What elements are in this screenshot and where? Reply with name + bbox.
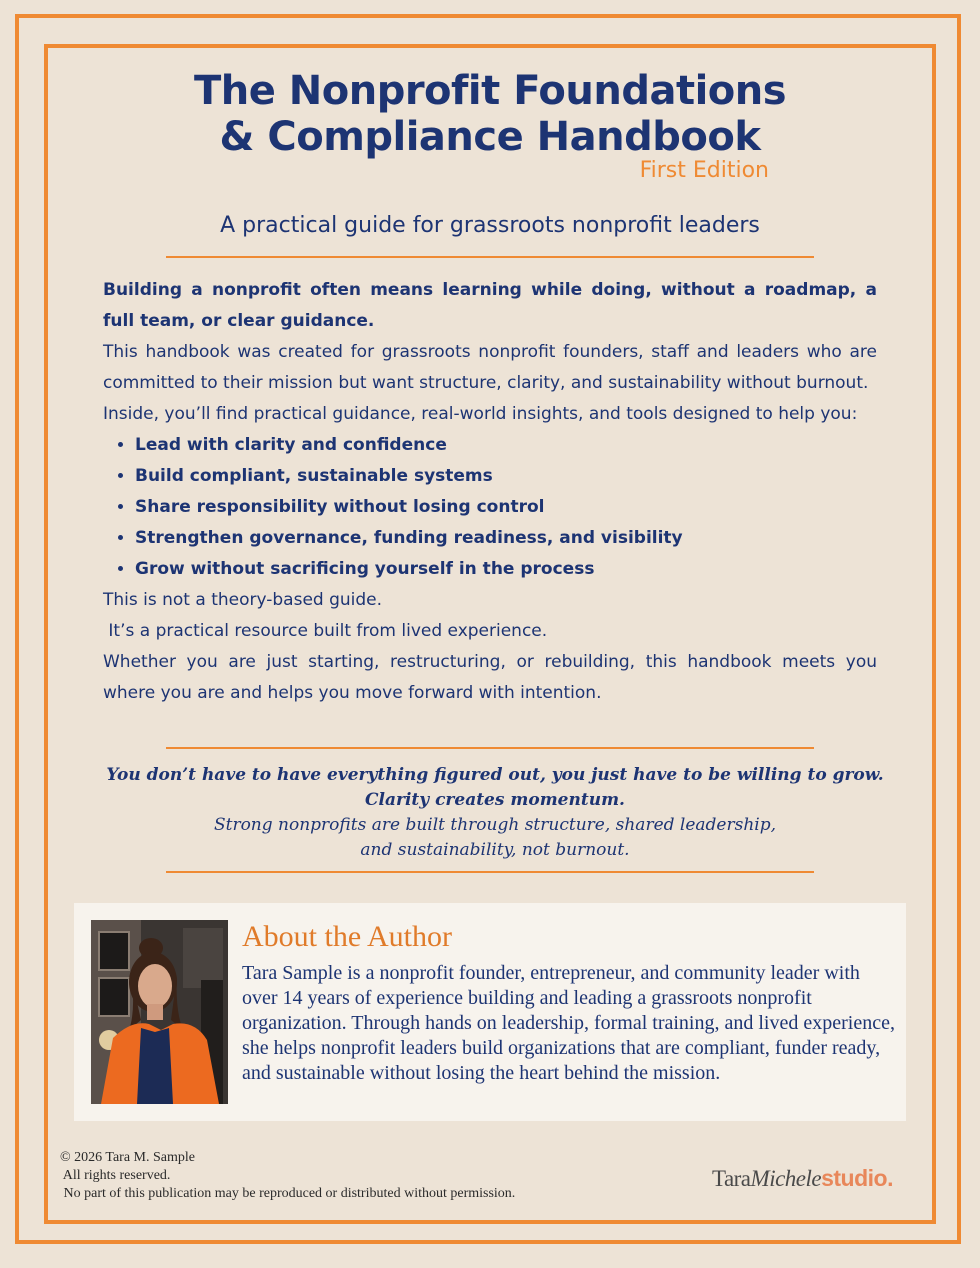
- studio-logo: [712, 1165, 893, 1192]
- title-line-1: The Nonprofit Foundations: [193, 68, 787, 114]
- divider-top: [166, 256, 814, 258]
- divider-middle: [166, 747, 814, 749]
- list-item: • Build compliant, sustainable systems: [135, 461, 877, 492]
- copyright-notice: [60, 1149, 515, 1203]
- benefit-list: [103, 430, 877, 585]
- list-item: • Strengthen governance, funding readiness, and visibility: [135, 523, 877, 554]
- intro-paragraph-1: This handbook was created for grassroots nonprofit founders, staff and leaders who are committed to their mission but want structure, clarity, and sustainability without burnout.: [103, 342, 877, 393]
- title-line-2: & Compliance Handbook: [219, 114, 761, 160]
- intro-paragraph-2: Inside, you’ll find practical guidance, real-world insights, and tools designed to help you:: [103, 404, 858, 424]
- list-item: • Lead with clarity and confidence: [135, 430, 877, 461]
- logo-michele: Michele: [750, 1166, 822, 1191]
- closing-line-2: It’s a practical resource built from lived experience.: [103, 621, 548, 641]
- about-author-heading: About the Author: [242, 920, 452, 953]
- about-author-card: [74, 903, 906, 1121]
- closing-line-3: Whether you are just starting, restructuring, or rebuilding, this handbook meets you where you are and helps you move forward with intention.: [103, 652, 877, 703]
- author-photo: [91, 920, 228, 1104]
- quote-line-2b: and sustainability, not burnout.: [360, 840, 630, 860]
- intro-section: [103, 275, 877, 709]
- quote-line-1: You don’t have to have everything figured out, you just have to be willing to grow. Clarity creates momentum.: [106, 765, 884, 810]
- author-bio: Tara Sample is a nonprofit founder, entrepreneur, and community leader with over 14 years of experience building and leading a grassroots nonprofit organization. Through hands on leadership, formal training, and lived experience, she helps nonprofit leaders build organizations that are compliant, funder ready, and sustainable without losing the heart behind the mission.: [242, 962, 895, 1084]
- rights-line: All rights reserved.: [60, 1168, 171, 1183]
- copyright-line: © 2026 Tara M. Sample: [60, 1150, 195, 1165]
- subtitle: A practical guide for grassroots nonprofit leaders: [220, 213, 760, 238]
- author-portrait-image: [91, 920, 228, 1104]
- list-item: • Grow without sacrificing yourself in the process: [135, 554, 877, 585]
- pull-quote: [80, 763, 910, 863]
- closing-line-1: This is not a theory-based guide.: [103, 590, 383, 610]
- edition-label: First Edition: [639, 158, 769, 183]
- logo-studio: studio.: [821, 1165, 893, 1191]
- reproduction-notice: No part of this publication may be reproduced or distributed without permission.: [60, 1186, 516, 1201]
- intro-lead: Building a nonprofit often means learning while doing, without a roadmap, a full team, or clear guidance.: [103, 280, 877, 331]
- quote-line-2a: Strong nonprofits are built through structure, shared leadership,: [213, 815, 777, 835]
- logo-tara: Tara: [712, 1166, 751, 1191]
- page-title: [0, 68, 980, 160]
- divider-bottom: [166, 871, 814, 873]
- list-item: • Share responsibility without losing control: [135, 492, 877, 523]
